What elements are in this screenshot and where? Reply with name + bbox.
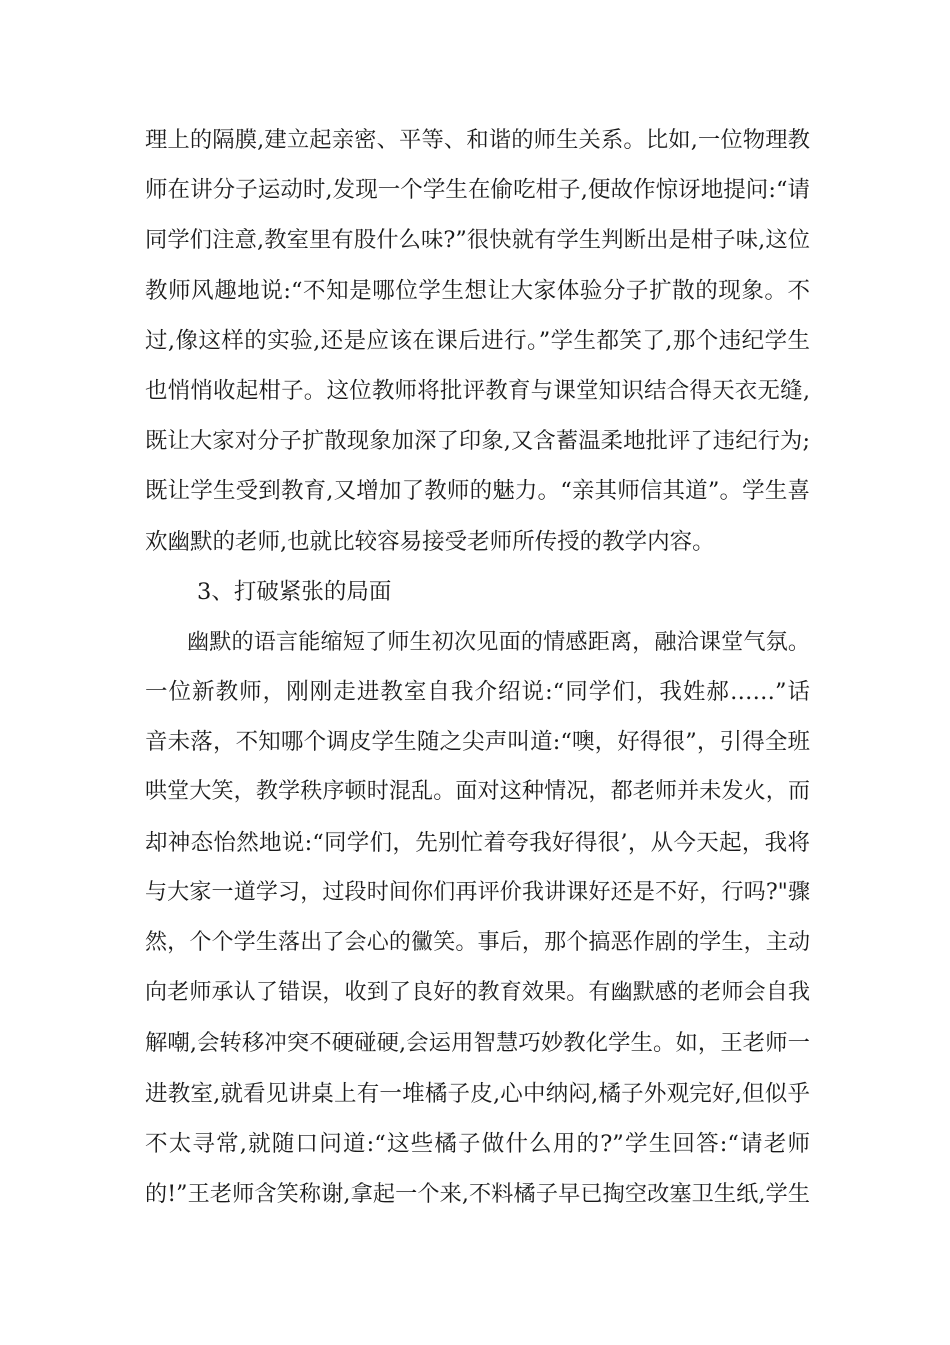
text-line: 与大家一道学习，过段时间你们再评价我讲课好还是不好，行吗?"骤	[145, 879, 810, 905]
text-line: 然，个个学生落出了会心的黴笑。事后，那个搞恶作剧的学生，主动	[145, 930, 810, 955]
text-line: 理上的隔膜,建立起亲密、平等、和谐的师生关系。比如,一位物理教	[145, 127, 810, 153]
text-line: 不太寻常,就随口问道:“这些橘子做什么用的?”学生回答:“请老师	[145, 1130, 810, 1157]
section-heading: 3、打破紧张的局面	[197, 578, 392, 605]
text-line: 却神态怡然地说:“同学们，先别忙着夸我好得很’，从今天起，我将	[145, 829, 810, 856]
text-line: 既让大家对分子扩散现象加深了印象,又含蓄温柔地批评了违纪行为;	[145, 428, 810, 455]
paragraph-first-line: 幽默的语言能缩短了师生初次见面的情感距离，融洽课堂气氛。	[187, 628, 810, 655]
text-line: 的!”王老师含笑称谢,拿起一个来,不料橘子早已掏空改塞卫生纸,学生	[145, 1180, 810, 1207]
text-line: 也悄悄收起柑子。这位教师将批评教育与课堂知识结合得天衣无缝,	[145, 377, 810, 404]
text-line: 过,像这样的实验,还是应该在课后进行。”学生都笑了,那个违纪学生	[145, 327, 810, 354]
text-line: 既让学生受到教育,又增加了教师的魅力。“亲其师信其道”。学生喜	[145, 478, 810, 505]
text-line: 音未落，不知哪个调皮学生随之尖声叫道:“噢，好得很”，引得全班	[145, 729, 810, 756]
paragraph-end-line: 欢幽默的老师,也就比较容易接受老师所传授的教学内容。	[145, 528, 715, 555]
text-line: 哄堂大笑，教学秩序顿时混乱。面对这种情况，都老师并未发火，而	[145, 779, 810, 805]
body-text	[145, 115, 810, 1219]
text-line: 向老师承认了错误，收到了良好的教育效果。有幽默感的老师会自我	[145, 980, 810, 1006]
text-line: 一位新教师，刚刚走进教室自我介绍说:“同学们，我姓郝……”话	[145, 679, 810, 706]
text-line: 同学们注意,教室里有股什么味?”很快就有学生判断出是柑子味,这位	[145, 227, 810, 254]
text-line: 进教室,就看见讲桌上有一堆橘子皮,心中纳闷,橘子外观完好,但似乎	[145, 1080, 810, 1107]
text-line: 解嘲,会转移冲突不硬碰硬,会运用智慧巧妙教化学生。如，王老师一	[145, 1030, 810, 1057]
text-line: 教师风趣地说:“不知是哪位学生想让大家体验分子扩散的现象。不	[145, 277, 810, 304]
text-line: 师在讲分子运动时,发现一个学生在偷吃柑子,便故作惊讶地提问:“请	[145, 177, 810, 204]
